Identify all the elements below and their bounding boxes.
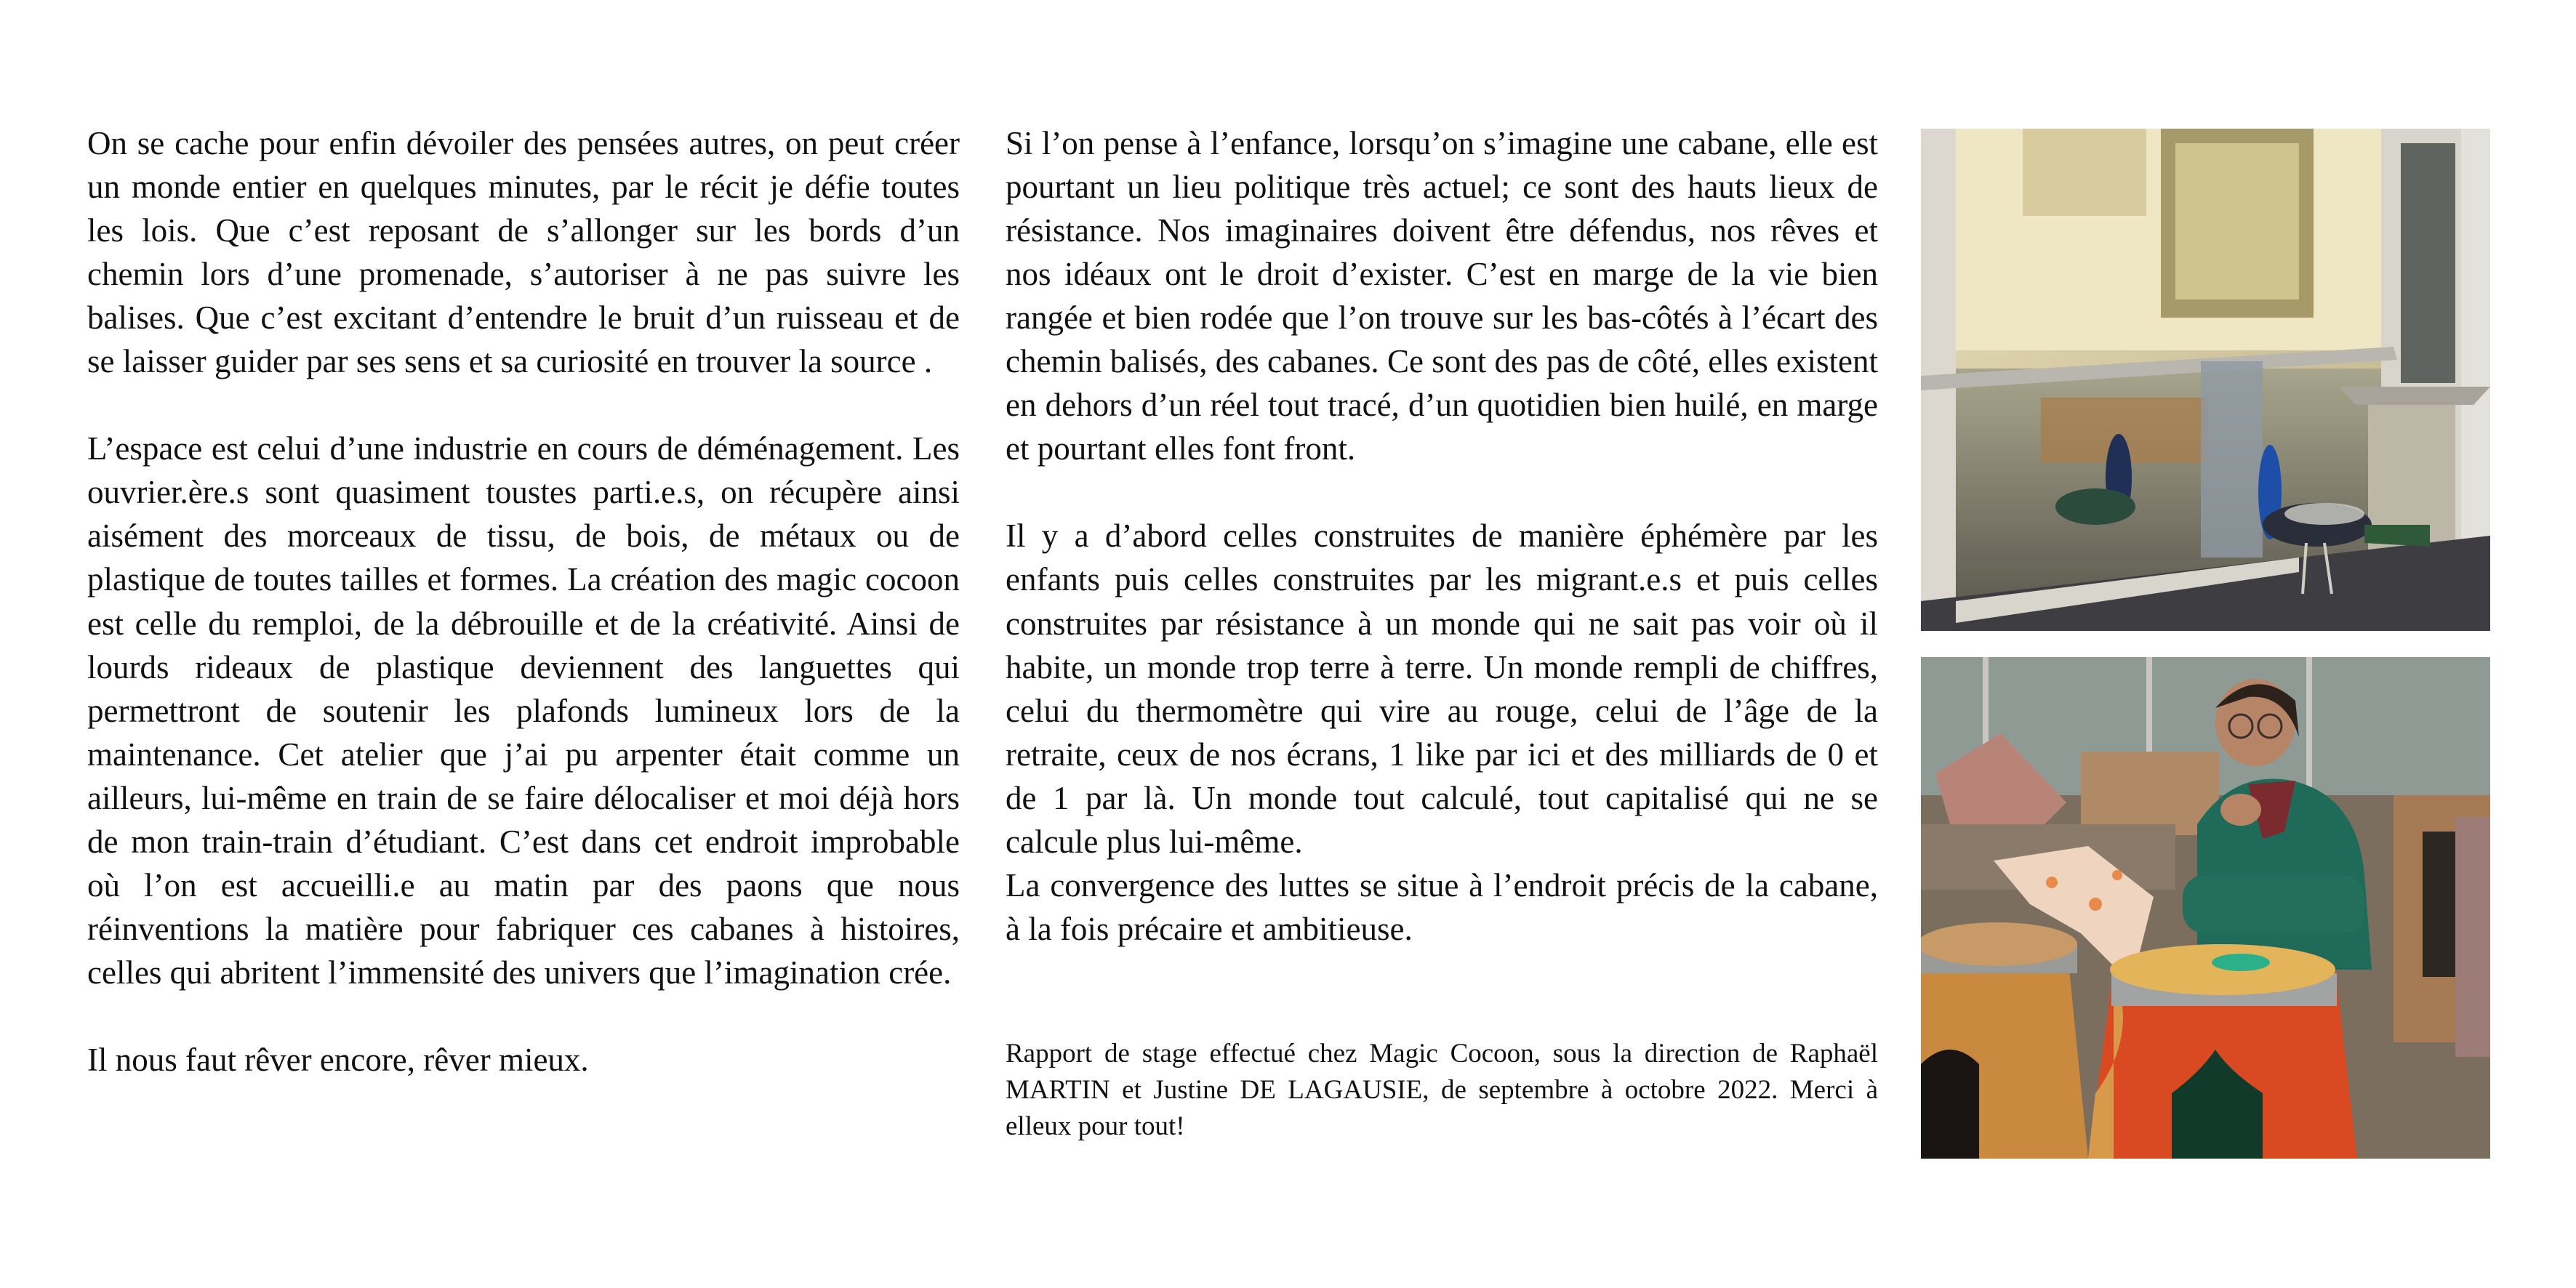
text-column-middle	[1006, 121, 1878, 951]
workshop-barrel-photo-illustration	[1921, 657, 2490, 1159]
paragraph: On se cache pour enfin dévoiler des pensées autres, on peut créer un monde entier en quelques minutes, par le récit je défie toutes les lois. Que c’est reposant de s’allonger sur les bords d’un chemin lors d’une promenade, s’autoriser à ne pas suivre les balises. Que c’est excitant d’entendre le bruit d’un ruisseau et de se laisser guider par ses sens et sa curiosité en trouver la source .	[87, 125, 960, 380]
paragraph: Il y a d’abord celles construites de manière éphémère par les enfants puis celles construites par les migrant.e.s et puis celles construites par résistance à un monde qui ne sait pas voir où il habite, un monde trop terre à terre. Un monde rempli de chiffres, celui du thermomètre qui vire au rouge, celui de l’âge de la retraite, ceux de nos écrans, 1 like par ici et des milliards de 0 et de 1 par là. Un monde tout calculé, tout capitalisé qui ne se calcule plus lui-même.	[1006, 518, 1878, 860]
workshop-barrel-photo	[1921, 657, 2490, 1159]
credits-note: Rapport de stage effectué chez Magic Cocoon, sous la direction de Raphaël MARTIN et Justine DE LAGAUSIE, de septembre à octobre 2022. Merci à elleux pour tout!	[1006, 1039, 1878, 1141]
paragraph: L’espace est celui d’une industrie en cours de déménagement. Les ouvrier.ère.s sont quasiment toustes parti.e.s, on récupère ainsi aisément des morceaux de tissu, de bois, de métaux ou de plastique de toutes tailles et formes. La création des magic cocoon est celle du remploi, de la débrouille et de la créativité. Ainsi de lourds rideaux de plastique deviennent des languettes qui permettront de soutenir les plafonds lumineux lors de la maintenance. Cet atelier que j’ai pu arpenter était comme un ailleurs, lui-même en train de se faire délocaliser et moi déjà hors de mon train-train d’étudiant. C’est dans cet endroit improbable où l’on est accueilli.e au matin par des paons que nous réinventions la matière pour fabriquer ces cabanes à histoires, celles qui abritent l’immensité des univers que l’imagination crée.	[87, 430, 960, 991]
peacock-photo-illustration	[1921, 129, 2490, 631]
paragraph: Il nous faut rêver encore, rêver mieux.	[87, 1041, 589, 1078]
text-column-left	[87, 121, 960, 1082]
paragraph: Si l’on pense à l’enfance, lorsqu’on s’imagine une cabane, elle est pourtant un lieu politique très actuel; ce sont des hauts lieux de résistance. Nos imaginaires doivent être défendus, nos rêves et nos idéaux ont le droit d’exister. C’est en marge de la vie bien rangée et bien rodée que l’on trouve sur les bas-côtés à l’écart des chemin balisés, des cabanes. Ce sont des pas de côté, elles existent en dehors d’un réel tout tracé, d’un quotidien bien huilé, en marge et pourtant elles font front.	[1006, 125, 1878, 467]
peacock-photo	[1921, 129, 2490, 631]
paragraph: La convergence des luttes se situe à l’endroit précis de la cabane, à la fois précaire et ambitieuse.	[1006, 866, 1878, 947]
